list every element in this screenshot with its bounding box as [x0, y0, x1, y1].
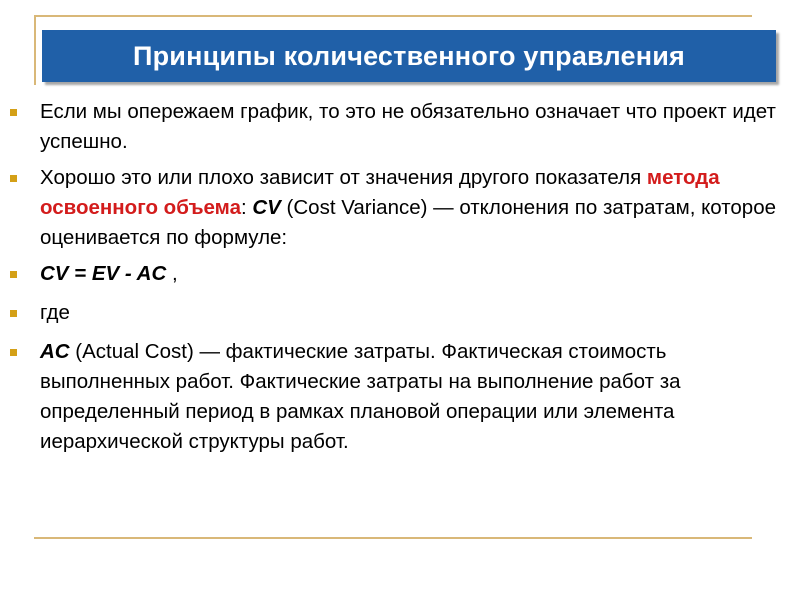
bullet-item-3 — [10, 259, 795, 289]
bullet-text-part2: : — [240, 196, 253, 219]
bullet-text: (Actual Cost) — фактические затраты. Фактическая стоимость выполненных работ. Фактические затраты на выполнение работ за определенный период в рамках плановой операции или элемента иерархической структуры работ. — [40, 340, 681, 453]
slide-content — [10, 97, 795, 463]
bullet-square-icon — [10, 349, 17, 356]
bullet-text: Если мы опережаем график, то это не обязательно означает что проект идет успешно. — [40, 100, 776, 153]
bullet-item-5 — [10, 337, 795, 457]
bullet-square-icon — [10, 271, 17, 278]
formula-suffix: , — [166, 262, 178, 285]
bullet-item-4 — [10, 298, 795, 328]
ac-term: AC — [40, 340, 70, 363]
slide-title: Принципы количественного управления — [133, 40, 685, 71]
frame-line-left — [34, 15, 36, 85]
highlight-term: метода освоенного объема — [40, 166, 720, 219]
bullet-item-2 — [10, 163, 795, 253]
frame-line-top — [34, 15, 752, 17]
bullet-text-part1: Хорошо это или плохо зависит от значения другого показателя — [40, 166, 647, 189]
bullet-square-icon — [10, 109, 17, 116]
cv-term: CV — [252, 196, 281, 219]
formula: CV = EV - AC — [40, 262, 167, 285]
bullet-square-icon — [10, 310, 17, 317]
bullet-item-1 — [10, 97, 795, 157]
bullet-square-icon — [10, 175, 17, 182]
title-banner — [42, 30, 776, 82]
bullet-text-part3: (Cost Variance) — отклонения по затратам, которое оценивается по формуле: — [40, 196, 777, 249]
frame-line-bottom — [34, 537, 752, 539]
bullet-text: где — [40, 301, 70, 324]
